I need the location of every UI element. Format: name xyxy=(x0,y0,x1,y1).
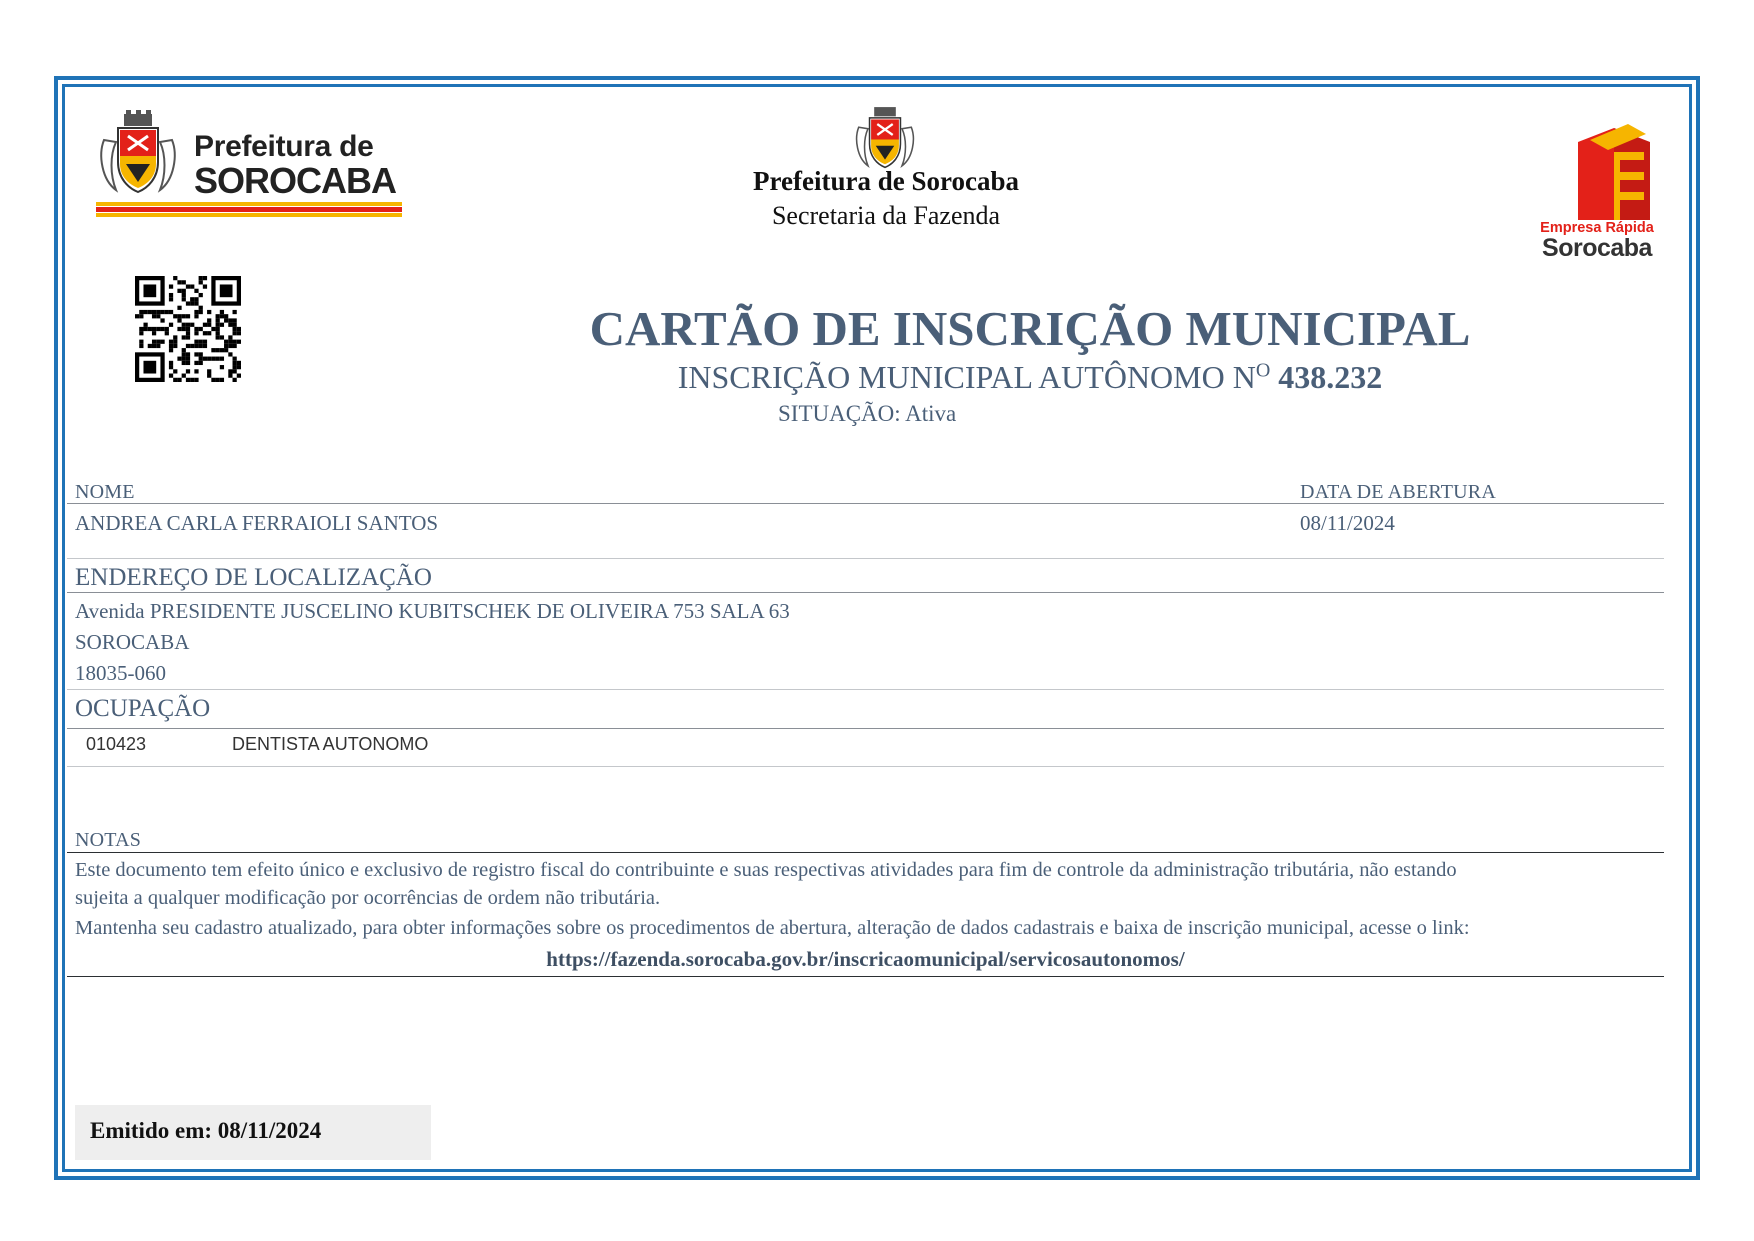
occupation-description: DENTISTA AUTONOMO xyxy=(232,734,429,754)
opening-date-value: 08/11/2024 xyxy=(1300,511,1395,535)
address-city: SOROCABA xyxy=(75,630,190,654)
card-title: CARTÃO DE INSCRIÇÃO MUNICIPAL xyxy=(589,301,1471,356)
document-border-inner xyxy=(62,84,1692,1172)
name-value: ANDREA CARLA FERRAIOLI SANTOS xyxy=(75,511,439,535)
logo-text-sorocaba: Sorocaba xyxy=(1542,234,1652,262)
registration-number-sign: O xyxy=(1255,359,1271,382)
address-zip: 18035-060 xyxy=(75,661,166,685)
notes-line1: Este documento tem efeito único e exclusivo de registro fiscal do contribuinte e suas respectivas atividades para fim de controle da administração tributária, não estando xyxy=(75,859,1457,881)
address-line1: Avenida PRESIDENTE JUSCELINO KUBITSCHEK DE OLIVEIRA 753 SALA 63 xyxy=(75,599,790,623)
prefeitura-sorocaba-logo xyxy=(96,110,402,220)
divider xyxy=(67,558,1664,559)
logo-stripe xyxy=(96,213,402,217)
logo-text-sorocaba: SOROCABA xyxy=(194,160,397,201)
notes-label: NOTAS xyxy=(75,829,142,851)
qr-code-icon xyxy=(135,276,241,382)
logo-text-prefeitura: Prefeitura de xyxy=(194,130,374,163)
name-label: NOME xyxy=(75,481,135,503)
logo-stripe xyxy=(96,207,402,212)
address-label: ENDEREÇO DE LOCALIZAÇÃO xyxy=(75,564,432,591)
building-icon xyxy=(1550,124,1662,224)
divider xyxy=(67,728,1664,729)
logo-stripe xyxy=(96,202,402,206)
registration-line xyxy=(580,359,1480,396)
coat-of-arms-icon xyxy=(852,104,918,172)
status-label: SITUAÇÃO: xyxy=(778,401,901,426)
header-subtitle: Secretaria da Fazenda xyxy=(771,201,1001,230)
coat-of-arms-icon xyxy=(96,110,180,198)
divider xyxy=(67,852,1664,853)
occupation-code: 010423 xyxy=(86,734,147,754)
status-line xyxy=(778,401,956,427)
registration-prefix: INSCRIÇÃO MUNICIPAL AUTÔNOMO N xyxy=(677,359,1256,395)
logo-text-empresa-rapida: Empresa Rápida xyxy=(1540,220,1654,236)
qr-code xyxy=(135,276,241,382)
opening-date-label: DATA DE ABERTURA xyxy=(1300,481,1496,503)
status-value: Ativa xyxy=(905,401,957,426)
divider xyxy=(67,976,1664,977)
registration-number: 438.232 xyxy=(1278,359,1383,395)
occupation-label: OCUPAÇÃO xyxy=(75,695,211,722)
divider xyxy=(67,503,1664,504)
notes-line3: Mantenha seu cadastro atualizado, para obter informações sobre os procedimentos de abertura, alteração de dados cadastrais e baixa de inscrição municipal, acesse o link: xyxy=(75,917,1470,939)
notes-link[interactable]: https://fazenda.sorocaba.gov.br/inscricaomunicipal/servicosautonomos/ xyxy=(546,947,1185,971)
divider xyxy=(67,592,1664,593)
notes-line2: sujeita a qualquer modificação por ocorrências de ordem não tributária. xyxy=(75,887,661,909)
header-title: Prefeitura de Sorocaba xyxy=(753,166,1019,196)
divider xyxy=(67,766,1664,767)
issued-date: Emitido em: 08/11/2024 xyxy=(90,1118,322,1143)
empresa-rapida-logo xyxy=(1530,124,1664,264)
divider xyxy=(67,689,1664,690)
